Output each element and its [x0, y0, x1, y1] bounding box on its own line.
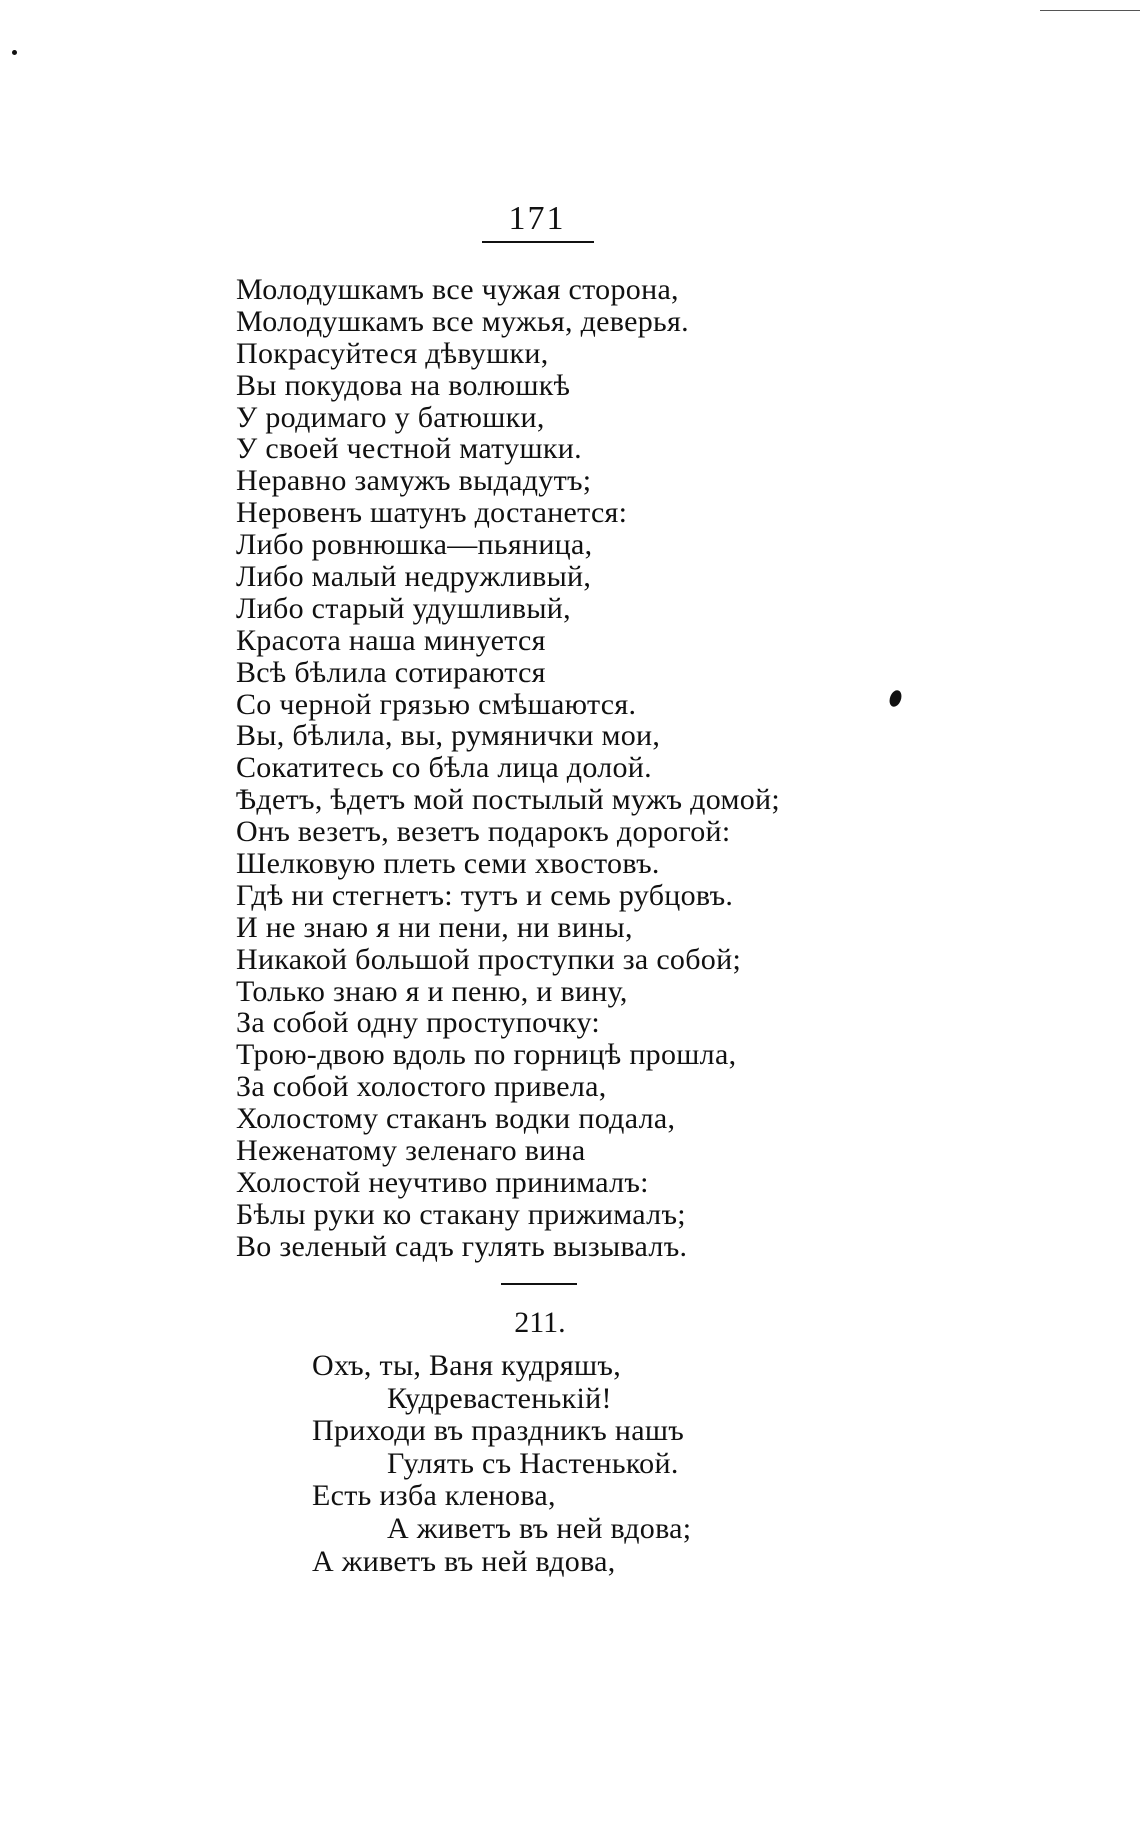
poem-line: У родимаго у батюшки,: [236, 400, 545, 434]
poem-line: Либо малый недружливый,: [236, 560, 592, 594]
poem-line: Вы, бѣлила, вы, румянички мои,: [236, 719, 661, 753]
poem-line: Только знаю я и пеню, и вину,: [236, 974, 628, 1008]
poem-line: Либо ровнюшка—пьяница,: [236, 528, 593, 562]
page-number: 171: [508, 200, 566, 237]
poem-line: Бѣлы руки ко стакану прижималъ;: [236, 1197, 686, 1231]
ink-blot: [887, 689, 903, 709]
poem-line: Во зеленый садъ гулять вызывалъ.: [236, 1229, 688, 1263]
song-line: А живетъ въ ней вдова;: [387, 1511, 692, 1545]
poem-line: Онъ везетъ, везетъ подарокъ дорогой:: [236, 815, 731, 849]
poem-line: Вы покудова на волюшкѣ: [236, 368, 571, 402]
poem-line: Неравно замужъ выдадутъ;: [236, 464, 592, 498]
poem-line: Всѣ бѣлила сотираются: [236, 655, 546, 689]
poem-text: [236, 274, 780, 1263]
song-number: 211.: [514, 1306, 566, 1339]
poem-line: Покрасуйтеся дѣвушки,: [236, 336, 549, 370]
scan-edge-rule: [1040, 10, 1140, 11]
poem-line: Неровенъ шатунъ достанется:: [236, 496, 628, 530]
poem-line: Со черной грязью смѣшаются.: [236, 687, 637, 721]
poem-line: Ѣдетъ, ѣдетъ мой постылый мужъ домой;: [236, 783, 781, 817]
poem-line: Шелковую плеть семи хвостовъ.: [236, 847, 660, 881]
poem-line: Сокатитесь со бѣла лица долой.: [236, 751, 652, 785]
poem-line: Красота наша минуется: [236, 623, 546, 657]
poem-line: Холостому стаканъ водки подала,: [236, 1102, 676, 1136]
song-text: [312, 1350, 691, 1578]
song-line: Гулять съ Настенькой.: [387, 1446, 679, 1480]
poem-line: Никакой большой проступки за собой;: [236, 942, 742, 976]
poem-line: За собой холостого привела,: [236, 1070, 607, 1104]
song-line: Есть изба кленова,: [312, 1479, 556, 1513]
poem-line: Гдѣ ни стегнетъ: тутъ и семь рубцовъ.: [236, 878, 734, 912]
poem-line: Молодушкамъ все мужья, деверья.: [236, 304, 689, 338]
poem-line: И не знаю я ни пени, ни вины,: [236, 910, 633, 944]
song-line: Приходи въ праздникъ нашъ: [312, 1414, 685, 1448]
section-divider: [501, 1283, 577, 1285]
poem-line: У своей честной матушки.: [236, 432, 582, 466]
song-line: Кудревастенькій!: [387, 1381, 612, 1415]
poem-line: Либо старый удушливый,: [236, 591, 571, 625]
poem-line: Холостой неучтиво принималъ:: [236, 1165, 649, 1199]
song-line: А живетъ въ ней вдова,: [312, 1544, 616, 1578]
song-line: Охъ, ты, Ваня кудряшъ,: [312, 1349, 622, 1382]
page-number-underline: [482, 241, 594, 243]
poem-line: Трою-двою вдоль по горницѣ прошла,: [236, 1038, 737, 1072]
scan-speck: [12, 50, 17, 55]
poem-line: Молодушкамъ все чужая сторона,: [236, 273, 679, 306]
poem-line: Неженатому зеленаго вина: [236, 1134, 586, 1168]
poem-line: За собой одну проступочку:: [236, 1006, 601, 1040]
